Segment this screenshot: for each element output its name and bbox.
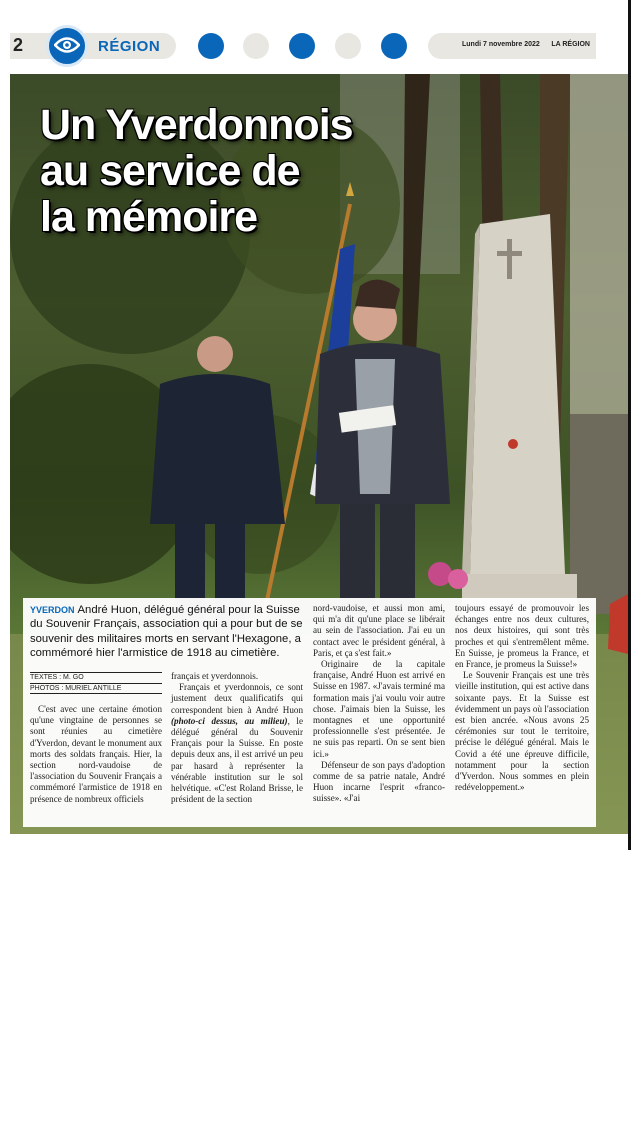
article-column-4 (455, 603, 589, 793)
newspaper-name: LA RÉGION (551, 41, 590, 48)
issue-info (428, 33, 596, 59)
article-headline (40, 102, 400, 240)
section-title: RÉGION (98, 38, 161, 55)
paragraph: nord-vaudoise, et aussi mon ami, qui m'a dit qu'une place se libérait au sein de l'association. J'ai eu un contact avec le président général, à Paris, et ça s'est fait.» (313, 603, 445, 658)
paragraph: toujours essayé de promouvoir les échanges entre nos deux cultures, nos deux histoires, qui sont très proches et qui s'entremêlent même. En Suisse, je promeus la France, et en France, je promeus la Suisse!» (455, 603, 589, 670)
paragraph: Défenseur de son pays d'adoption comme de sa patrie natale, André Huon incarne l'esprit «franco-suisse». «J'ai (313, 759, 445, 804)
decorative-dot (289, 33, 315, 59)
paragraph-text: Français et yverdonnois, ce sont justement deux qualificatifs qui correspondent bien à André Huon (171, 682, 303, 715)
decorative-dot (198, 33, 224, 59)
paragraph: C'est avec une certaine émotion qu'une vingtaine de personnes se sont réunies au cimetière d'Yverdon, devant le monument aux morts des soldats français. Hier, la section nord-vaudoise de l'association du Souvenir Français a commémoré l'armistice de 1918 en présence de nombreux officiels (30, 704, 162, 804)
paragraph (171, 682, 303, 805)
decorative-dot (335, 33, 361, 59)
article-kicker: YVERDON (30, 605, 75, 615)
paragraph-text: , le délégué général du Souvenir Français pour la Suisse. En poste depuis deux ans, il est arrivé un peu par hasard à représenter la vénérable institution sur le sol helvétique. «C'est Roland Brisse, le président de la section (171, 715, 303, 805)
article-column-2 (171, 671, 303, 805)
lead-text: André Huon, délégué général pour la Suisse du Souvenir Français, association qui a pour but de se souvenir des militaires morts en servant l'Hexagone, a commémoré hier l'armistice de 1918 au cimetière. (30, 604, 303, 659)
article-column-1 (30, 704, 162, 805)
paragraph: français et yverdonnois. (171, 671, 259, 681)
photo-reference: (photo-ci dessus, au milieu) (171, 715, 288, 726)
eye-icon (46, 25, 88, 67)
headline-line: au service de (40, 147, 300, 195)
article-credits (30, 672, 162, 694)
headline-line: Un Yverdonnois (40, 101, 353, 149)
credit-photos: PHOTOS : MURIEL ANTILLE (30, 683, 162, 694)
decorative-dot (381, 33, 407, 59)
article-lead (30, 603, 310, 660)
article-text-panel (23, 598, 596, 827)
page-header (10, 30, 596, 62)
paragraph: Originaire de la capitale française, André Huon est arrivé en Suisse en 1987. «J'avais terminé ma formation mais j'ai voulu voir autre chose. J'aimais bien la Suisse, les montagnes et une opportunité professionnelle s'est présentée. Je ne suis pas reparti. On se sent bien ici.» (313, 659, 445, 759)
article-column-3 (313, 603, 445, 805)
section-tab (10, 33, 176, 59)
page-number: 2 (13, 35, 24, 55)
headline-line: la mémoire (40, 193, 258, 241)
issue-date: Lundi 7 novembre 2022 (462, 41, 540, 48)
decorative-dot (243, 33, 269, 59)
credit-texts: TEXTES : M. GO (30, 672, 162, 683)
paragraph: Le Souvenir Français est une très vieille institution, qui est active dans soixante pays. Et la Suisse est évidemment un pays où l'association est bien ancrée. «Nous avons 25 cérémonies sur tout le territoire, précise le délégué général. Mais le Covid a été une épreuve difficile, notamment pour la section d'Yverdon. Nous sommes en plein redéveloppement.» (455, 670, 589, 793)
